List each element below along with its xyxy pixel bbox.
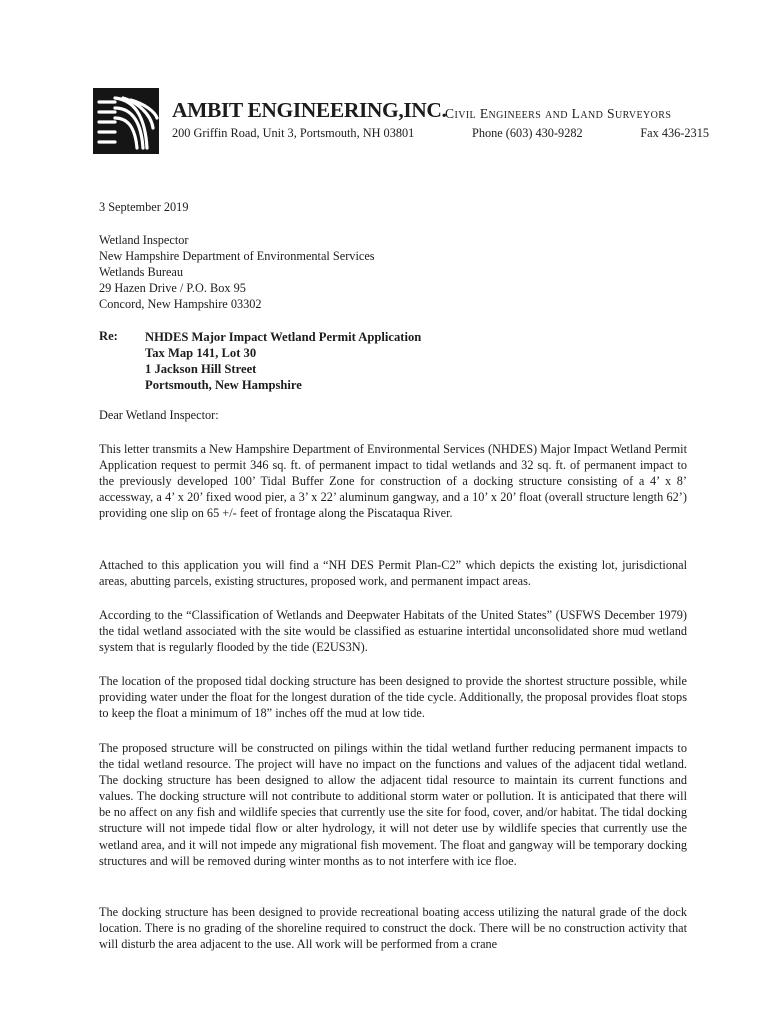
company-contact-line [172, 127, 709, 139]
recipient-line: Concord, New Hampshire 03302 [99, 297, 262, 311]
re-label: Re: [99, 329, 118, 343]
company-phone: Phone (603) 430-9282 [471, 126, 583, 140]
letter-date: 3 September 2019 [99, 200, 189, 214]
subject-line: NHDES Major Impact Wetland Permit Application [145, 330, 422, 344]
body-paragraph: According to the “Classification of Wetlands and Deepwater Habitats of the United States” (USFWS December 1979) the tidal wetland associated with the site would be classified as estuarine intertidal unconsolidated shore mud wetland system that is regularly flooded by the tide (E2US3N). [99, 608, 687, 655]
recipient-line: 29 Hazen Drive / P.O. Box 95 [99, 281, 246, 295]
company-address: 200 Griffin Road, Unit 3, Portsmouth, NH 03801 [172, 126, 415, 140]
recipient-line: Wetland Inspector [99, 233, 189, 247]
company-fax: Fax 436-2315 [640, 126, 709, 140]
recipient-line: New Hampshire Department of Environmental Services [99, 249, 375, 263]
subject-line: Tax Map 141, Lot 30 [145, 346, 257, 360]
salutation: Dear Wetland Inspector: [99, 408, 219, 422]
body-paragraph: The location of the proposed tidal docking structure has been designed to provide the shortest structure possible, while providing water under the float for the longest duration of the tide cycle. Additionally, the proposal provides float stops to keep the float a minimum of 18” inches off the mud at low tide. [99, 674, 687, 721]
body-paragraph: The docking structure has been designed to provide recreational boating access utilizing the natural grade of the dock location. There is no grading of the shoreline required to construct the dock. There will be no construction activity that will disturb the area adjacent to the use. All work will be performed from a crane [99, 905, 687, 952]
company-logo-icon [93, 88, 159, 154]
subject-line: 1 Jackson Hill Street [145, 362, 257, 376]
company-tagline: Civil Engineers and Land Surveyors [445, 106, 672, 121]
subject-line: Portsmouth, New Hampshire [145, 378, 302, 392]
body-paragraph: The proposed structure will be constructed on pilings within the tidal wetland further reducing permanent impacts to the tidal wetland resource. The project will have no impact on the functions and values of the adjacent tidal wetland. The docking structure has been designed to allow the adjacent tidal resource to maintain its current functions and values. The docking structure will not contribute to additional storm water or pollution. It is anticipated that there will be no affect on any fish and wildlife species that currently use the site for food, cover, and/or habitat. The tidal docking structure will not impede tidal flow or alter hydrology, it will not deter use by wildlife species that currently use the wetland area, and it will not impede any migrational fish movement. The float and gangway will be temporary docking structures and will be removed during winter months as to not interfere with ice floe. [99, 741, 687, 868]
company-name: AMBIT ENGINEERING,INC. [172, 98, 447, 122]
recipient-line: Wetlands Bureau [99, 265, 184, 279]
subject-block [145, 329, 421, 393]
body-paragraph: This letter transmits a New Hampshire Department of Environmental Services (NHDES) Major Impact Wetland Permit Application request to permit 346 sq. ft. of permanent impact to tidal wetlands and 32 sq. ft. of permanent impact to the previously developed 100’ Tidal Buffer Zone for construction of a docking structure consisting of a 4’ x 8’ accessway, a 4’ x 20’ fixed wood pier, a 3’ x 22’ aluminum gangway, and a 10’ x 20’ float (overall structure length 62’) providing one slip on 65 +/- feet of frontage along the Piscataqua River. [99, 442, 687, 521]
body-paragraph: Attached to this application you will find a “NH DES Permit Plan-C2” which depicts the existing lot, jurisdictional areas, abutting parcels, existing structures, proposed work, and permanent impact areas. [99, 558, 687, 589]
recipient-address [99, 232, 375, 312]
